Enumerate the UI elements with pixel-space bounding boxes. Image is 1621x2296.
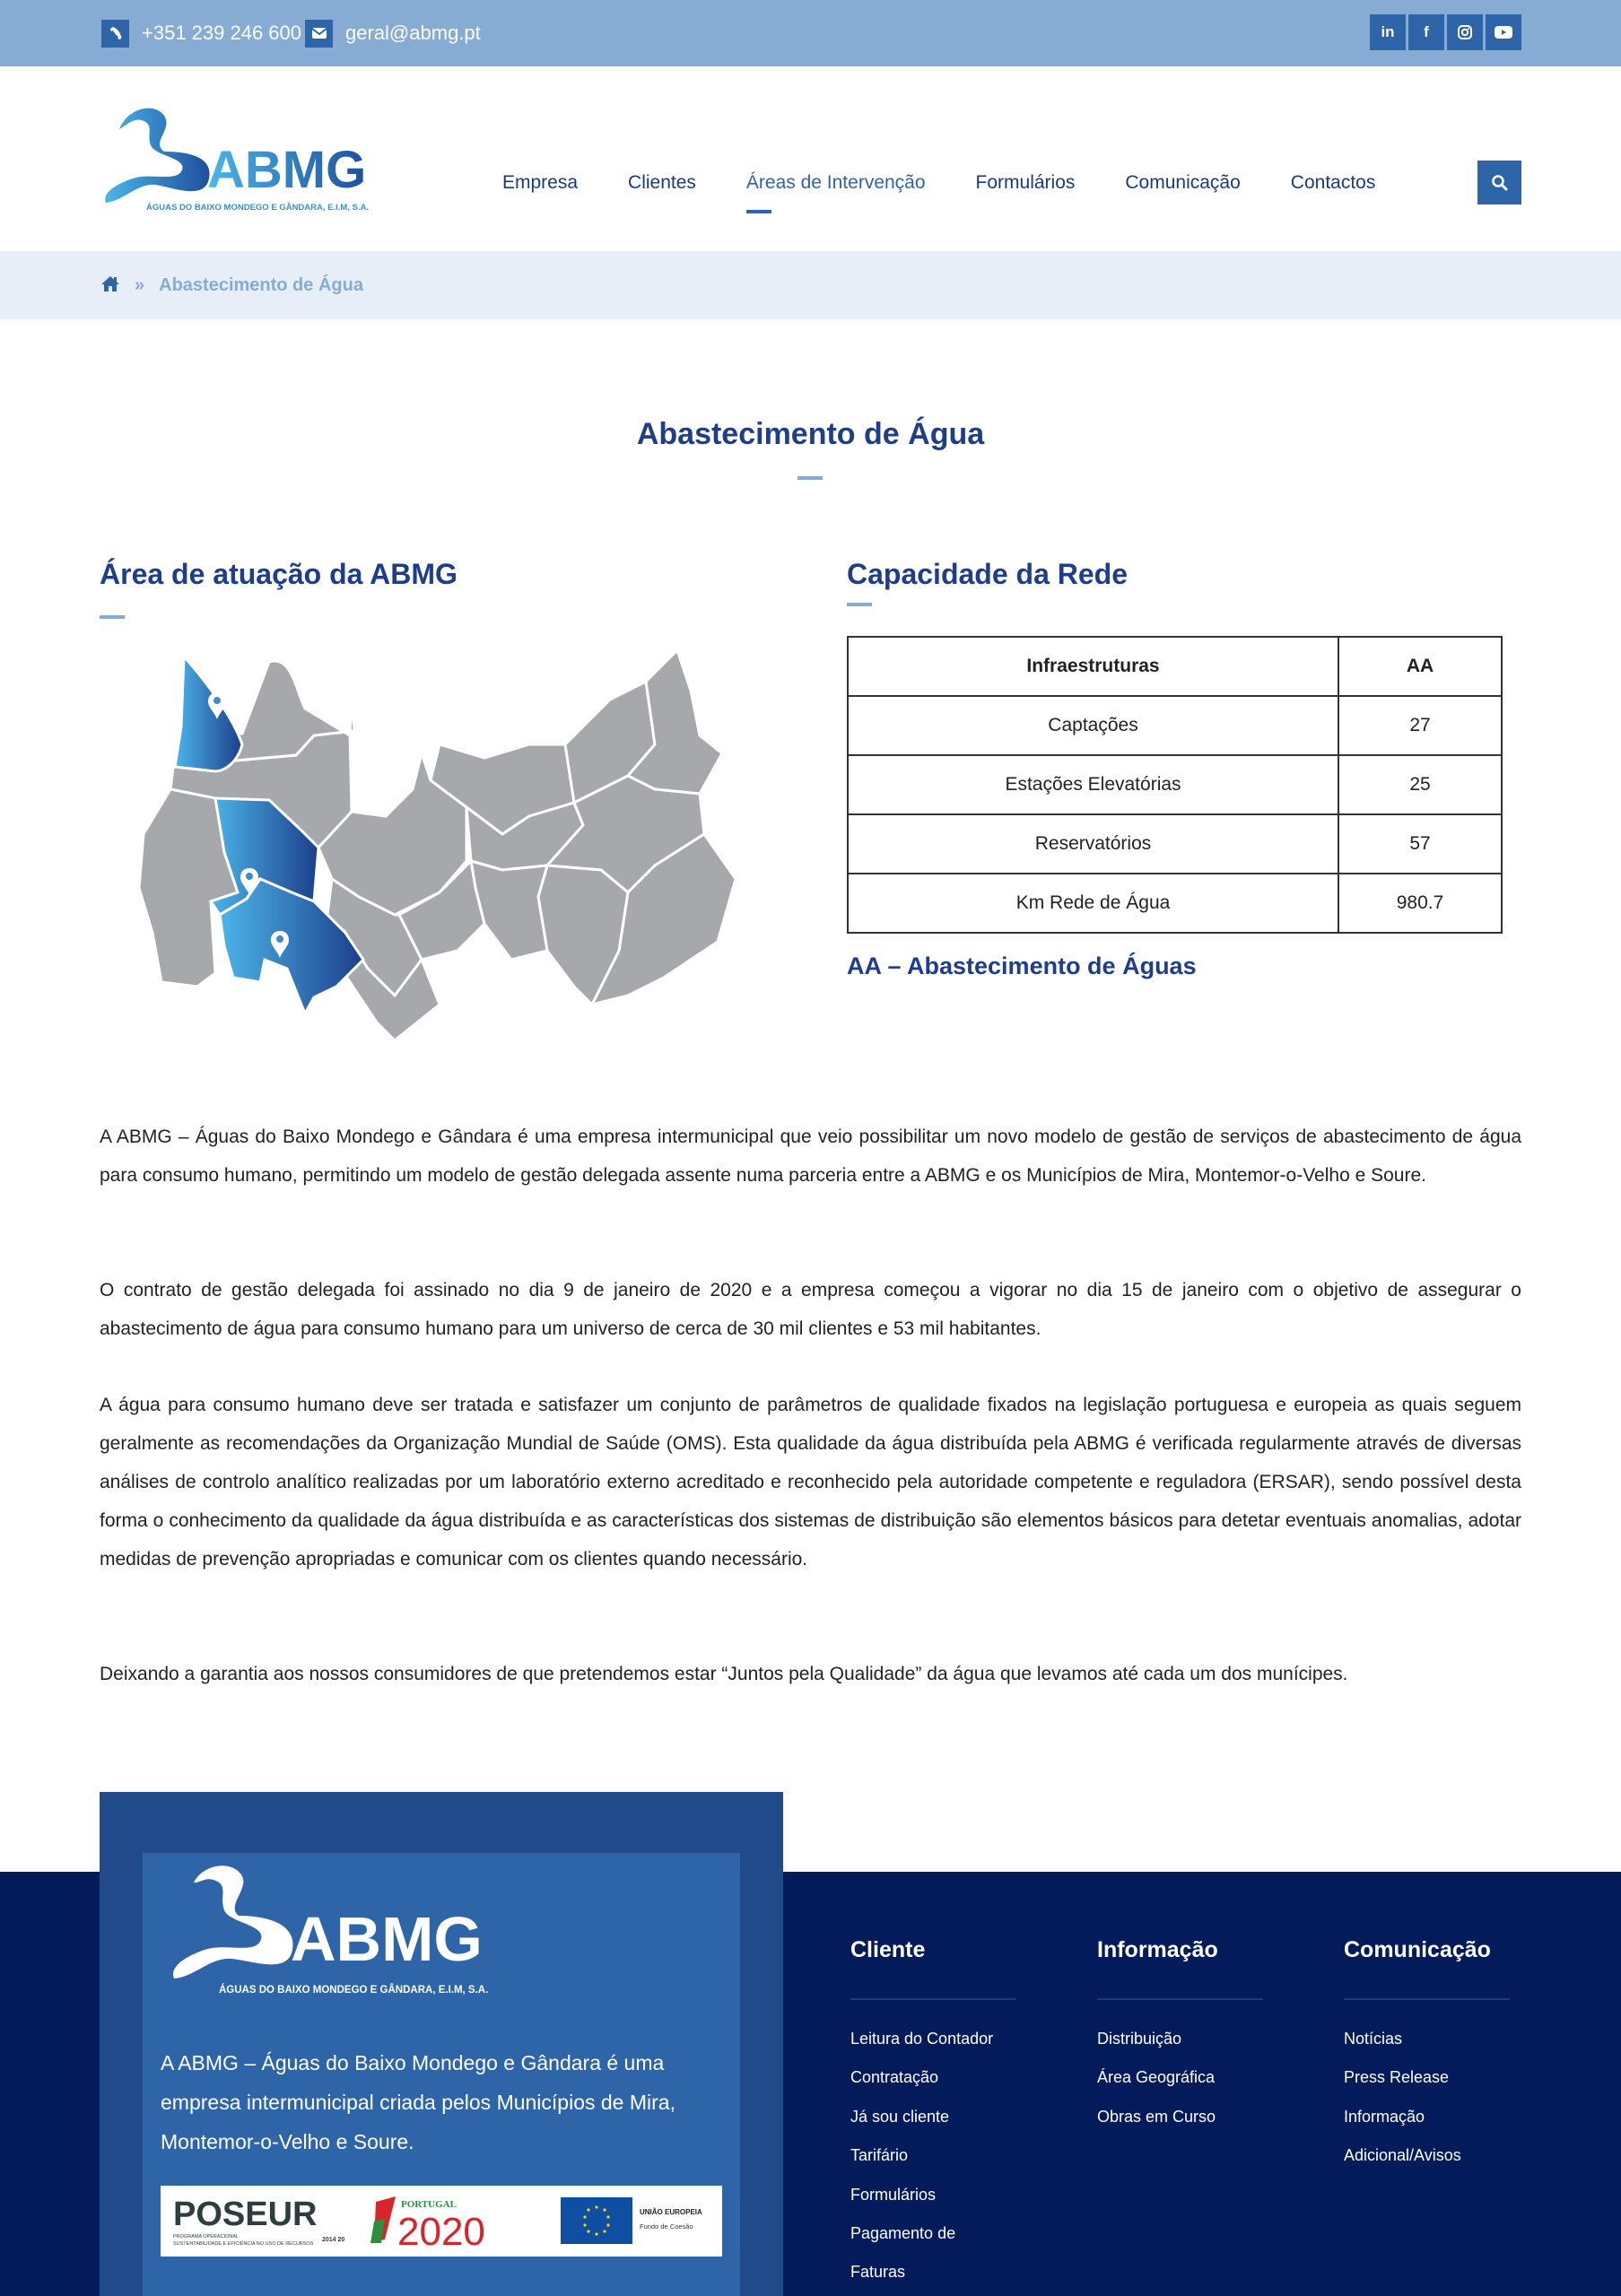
nav-empresa[interactable]: Empresa: [502, 172, 579, 193]
capacity-heading-underline: [847, 603, 872, 606]
svg-text:2014 20: 2014 20: [322, 2237, 345, 2243]
footer-column-title: Cliente: [850, 1937, 1016, 2000]
email-link[interactable]: geral@abmg.pt: [345, 22, 481, 44]
table-cell: Estações Elevatórias: [848, 755, 1338, 814]
aa-legend: AA – Abastecimento de Águas: [847, 952, 1197, 979]
chevron-double-right-icon: »: [135, 275, 145, 295]
area-heading-underline: [100, 615, 125, 619]
portugal-2020-logo: [370, 2196, 485, 2254]
body-paragraph: A ABMG – Águas do Baixo Mondego e Gândara é uma empresa intermunicipal que veio possibilitar um novo modelo de gestão de serviços de abastecimento de água para consumo humano, permitindo um modelo de gestão delegada assente numa parceria entre a ABMG e os Municípios de Mira, Montemor-o-Velho e Soure.: [100, 1126, 1521, 1186]
logo-wordmark: ABMG: [207, 141, 367, 199]
home-icon[interactable]: [100, 274, 120, 297]
footer-link[interactable]: Pagamento de: [850, 2223, 956, 2242]
footer-link[interactable]: Press Release: [1344, 2068, 1450, 2087]
linkedin-icon[interactable]: in: [1370, 14, 1406, 50]
footer-link[interactable]: Já sou cliente: [850, 2107, 950, 2126]
nav-contactos[interactable]: Contactos: [1290, 172, 1376, 193]
footer-link[interactable]: Formulários: [850, 2185, 937, 2204]
title-underline: [797, 476, 823, 480]
page-title: Abastecimento de Água: [636, 417, 985, 451]
table-row: [848, 814, 1502, 874]
footer-column-cliente: [850, 1937, 1016, 2292]
breadcrumb: [0, 251, 1621, 319]
logo-subtitle: ÁGUAS DO BAIXO MONDEGO E GÂNDARA, E.I.M, S.A.: [146, 203, 370, 213]
svg-text:PROGRAMA OPERACIONAL: PROGRAMA OPERACIONAL: [173, 2234, 240, 2239]
top-bar: [0, 0, 1621, 66]
svg-text:PORTUGAL: PORTUGAL: [401, 2199, 457, 2210]
table-cell: Captações: [848, 696, 1338, 755]
contact-info: [101, 19, 484, 48]
nav-clientes[interactable]: Clientes: [628, 172, 696, 193]
poseur-logo: [173, 2196, 344, 2247]
facebook-icon[interactable]: f: [1408, 14, 1444, 50]
map-region-mira: [175, 657, 242, 771]
footer-column-title: Comunicação: [1344, 1937, 1510, 2000]
footer-column-informacao: [1097, 1937, 1263, 2136]
phone-link[interactable]: +351 239 246 600: [142, 22, 302, 44]
social-links: [1370, 14, 1521, 50]
svg-text:SUSTENTABILIDADE E EFICIÊNCIA: SUSTENTABILIDADE E EFICIÊNCIA NO USO DE RECURSOS: [173, 2241, 314, 2247]
svg-text:UNIÃO EUROPEIA: UNIÃO EUROPEIA: [640, 2208, 702, 2216]
footer-column-comunicacao: [1344, 1937, 1510, 2176]
youtube-icon[interactable]: [1486, 14, 1521, 50]
nav-formularios[interactable]: Formulários: [975, 172, 1076, 193]
footer-logo-wordmark: ABMG: [291, 1904, 483, 1974]
instagram-icon[interactable]: [1447, 14, 1483, 50]
footer-logo-subtitle: ÁGUAS DO BAIXO MONDEGO E GÂNDARA, E.I.M, S.A.: [219, 1985, 489, 1996]
search-icon: [1491, 174, 1509, 192]
site-header: [0, 66, 1621, 251]
body-paragraph: O contrato de gestão delegada foi assinado no dia 9 de janeiro de 2020 e a empresa começou a vigorar no dia 15 de janeiro com o objetivo de assegurar o abastecimento de água para consumo humano para um universo de cerca de 30 mil clientes e 53 mil habitantes.: [100, 1280, 1521, 1339]
footer-link[interactable]: Faturas: [850, 2263, 906, 2282]
footer-link[interactable]: Distribuição: [1097, 2030, 1182, 2048]
capacity-heading: Capacidade da Rede: [847, 558, 1128, 590]
table-cell: 25: [1338, 755, 1502, 814]
area-map: [126, 646, 754, 1058]
phone-icon: [101, 20, 129, 48]
breadcrumb-current: Abastecimento de Água: [159, 275, 363, 295]
svg-text:Fundo de Coesão: Fundo de Coesão: [640, 2222, 693, 2231]
nav-comunicacao[interactable]: Comunicação: [1125, 172, 1241, 193]
footer-link[interactable]: Obras em Curso: [1097, 2107, 1216, 2126]
footer-link[interactable]: Informação: [1344, 2107, 1425, 2126]
table-cell: 57: [1338, 814, 1502, 874]
abmg-logo[interactable]: [101, 102, 379, 219]
area-heading: Área de atuação da ABMG: [100, 558, 458, 590]
body-paragraph: A água para consumo humano deve ser tratada e satisfazer um conjunto de parâmetros de qualidade fixados na legislação portuguesa e europeia as quais seguem geralmente as recomendações da Organização Mundial de Saúde (OMS). Esta qualidade da água distribuída pela ABMG é verificada regularmente através de diversas análises de controlo analítico realizadas por um laboratório externo acreditado e reconhecido pela autoridade competente e reguladora (ERSAR), sendo possível desta forma o conhecimento da qualidade da água distribuída e as características dos sistemas de distribuição são elementos básicos para detetar eventuais anomalias, adotar medidas de prevenção apropriadas e comunicar com os clientes quando necessário.: [100, 1395, 1521, 1570]
table-row: [848, 874, 1502, 933]
envelope-icon: [305, 20, 333, 48]
capacity-table: [847, 636, 1503, 934]
table-cell: Km Rede de Água: [848, 874, 1338, 933]
footer-link[interactable]: Área Geográfica: [1097, 2068, 1216, 2087]
table-header: Infraestruturas: [848, 637, 1338, 696]
table-header-row: [848, 637, 1502, 696]
svg-text:POSEUR: POSEUR: [173, 2196, 318, 2233]
footer-column-title: Informação: [1097, 1937, 1263, 2000]
footer-link[interactable]: Adicional/Avisos: [1344, 2146, 1461, 2165]
table-row: [848, 696, 1502, 755]
footer-link[interactable]: Contratação: [850, 2068, 939, 2087]
nav-areas-intervencao[interactable]: Áreas de Intervenção: [745, 172, 926, 193]
footer-link[interactable]: Tarifário: [850, 2146, 909, 2165]
table-cell: Reservatórios: [848, 814, 1338, 874]
table-row: [848, 755, 1502, 814]
search-button[interactable]: [1477, 161, 1521, 204]
eu-flag-logo: [561, 2197, 702, 2244]
partner-logos: [161, 2186, 722, 2257]
svg-text:2020: 2020: [397, 2210, 485, 2254]
table-header: AA: [1338, 637, 1502, 696]
footer-link[interactable]: Notícias: [1344, 2030, 1403, 2048]
body-paragraph: Deixando a garantia aos nossos consumidores de que pretendemos estar “Juntos pela Qualidade” da água que levamos até cada um dos munícipes.: [100, 1664, 1348, 1684]
footer-logo[interactable]: [167, 1860, 526, 2004]
main-nav: [502, 172, 1425, 194]
footer-link[interactable]: Leitura do Contador: [850, 2030, 994, 2048]
table-cell: 980.7: [1338, 874, 1502, 933]
table-cell: 27: [1338, 696, 1502, 755]
footer-about: A ABMG – Águas do Baixo Mondego e Gândara é uma empresa intermunicipal criada pelos Municípios de Mira, Montemor-o-Velho e Soure.: [161, 2051, 675, 2153]
